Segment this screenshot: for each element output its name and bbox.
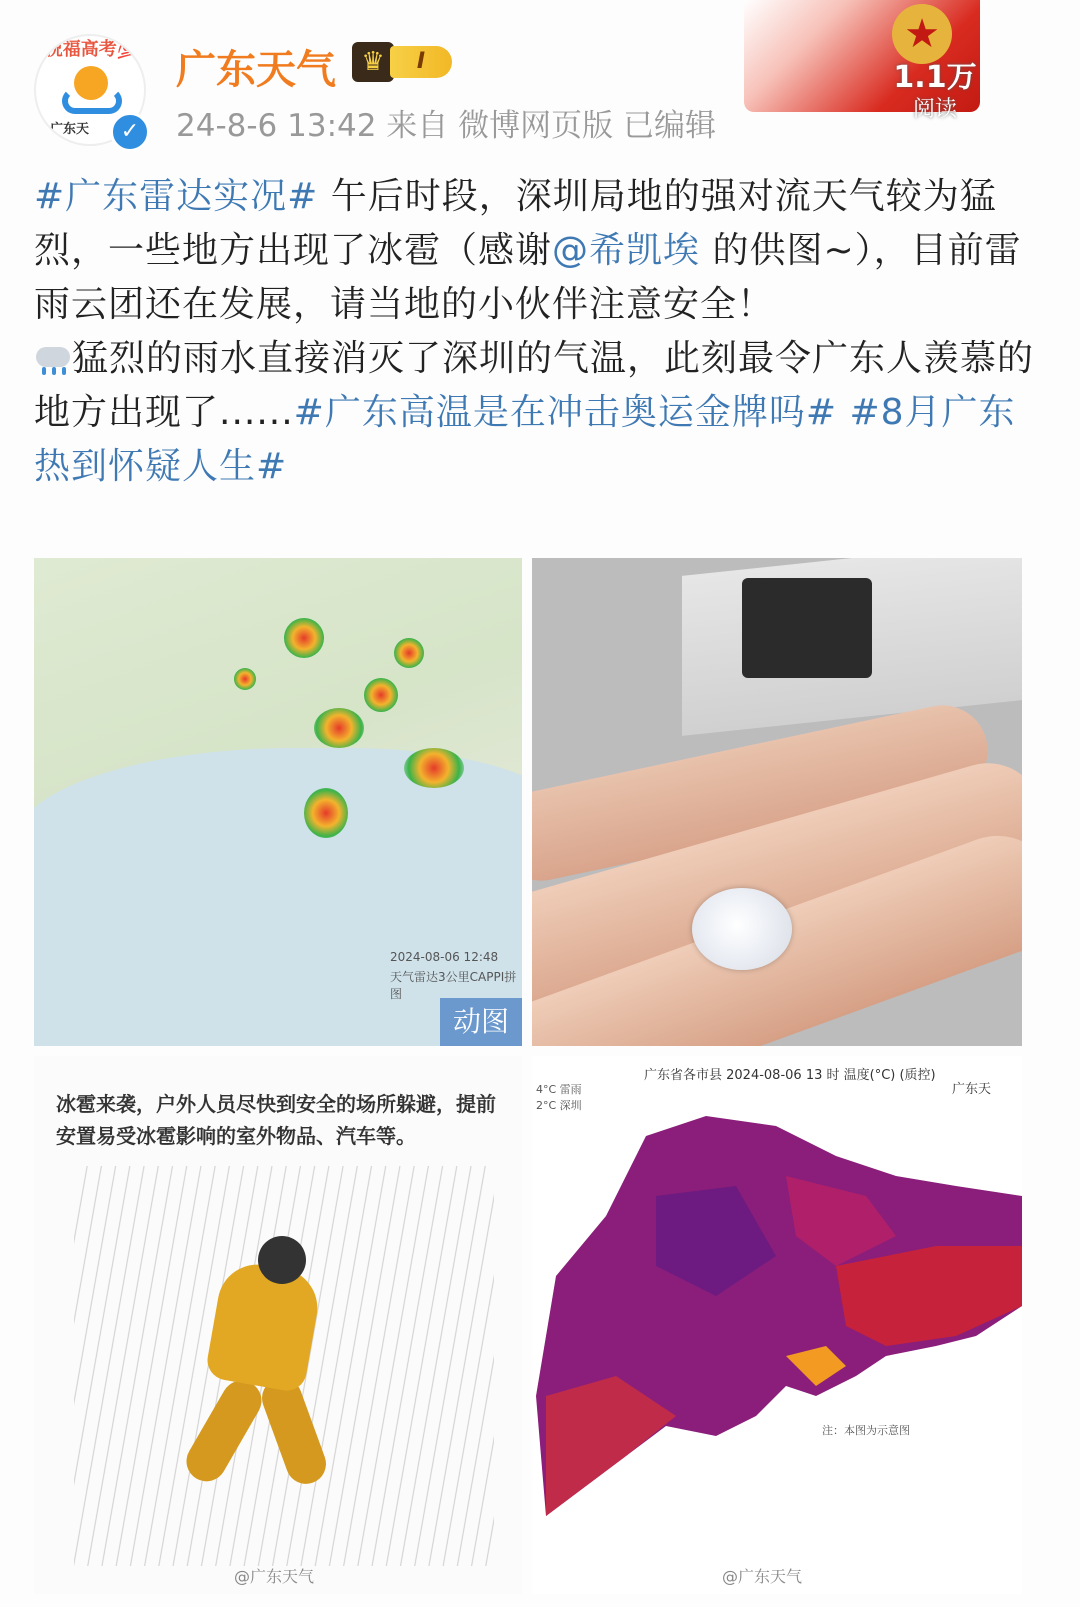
- running-person-illustration: [174, 1226, 354, 1486]
- hashtag-august[interactable]: #8月广东热到怀疑人生#: [34, 392, 1016, 487]
- hashtag-olympic[interactable]: #广东高温是在冲击奥运金牌吗#: [293, 392, 838, 433]
- radar-echo: [234, 668, 256, 690]
- post-text-1: 午后时段，深圳局地的强对流天气较为猛烈，一些地方出现了冰雹（感谢: [34, 176, 997, 271]
- temperature-map-image[interactable]: [532, 1056, 1022, 1594]
- temperature-map-shape: [536, 1096, 1022, 1536]
- map-legend-line: 2°C 深圳: [536, 1099, 582, 1112]
- hail-photo[interactable]: [532, 558, 1022, 1046]
- mention-link[interactable]: @希凯埃: [552, 230, 701, 271]
- wave-icon: [62, 88, 122, 114]
- radar-echo: [314, 708, 364, 748]
- post-paragraph-2: [34, 332, 1044, 494]
- radar-timestamp: 2024-08-06 12:48: [390, 950, 499, 964]
- post-body: [34, 170, 1044, 494]
- avatar-label: 广东天: [50, 122, 90, 137]
- radar-source: 天气雷达3公里CAPPI拼图: [390, 970, 517, 1001]
- radar-map-image[interactable]: [34, 558, 522, 1046]
- reads-count: 1.1万: [893, 60, 977, 95]
- radar-echo: [284, 618, 324, 658]
- warning-illustration[interactable]: [34, 1056, 522, 1594]
- warning-text: 冰雹来袭，户外人员尽快到安全的场所躲避，提前安置易受冰雹影响的室外物品、汽车等。: [56, 1092, 496, 1148]
- post-text-2: 的供图~），目前雷雨云团还在发展，请当地的小伙伴注意安全！: [34, 230, 1022, 325]
- hailstone: [692, 888, 792, 970]
- emblem-icon: ★: [892, 4, 952, 64]
- map-note: 注：本图为示意图: [822, 1424, 910, 1437]
- vip-badge[interactable]: [352, 42, 456, 82]
- post-meta: 24-8-6 13:42 来自 微博网页版 已编辑: [176, 108, 717, 144]
- radar-echo: [404, 748, 464, 788]
- radar-echo: [394, 638, 424, 668]
- radar-echo: [364, 678, 398, 712]
- map-legend-line: 4°C 雷雨: [536, 1083, 582, 1096]
- rain-cloud-icon: [34, 343, 72, 377]
- device-screen: [742, 578, 872, 678]
- reads-counter: [880, 52, 990, 123]
- radar-echo: [304, 788, 348, 838]
- reads-label: 阅读: [912, 97, 957, 122]
- map-logo: 广东天: [952, 1082, 992, 1097]
- post-header: [0, 0, 1080, 160]
- avatar-ribbon: 祝福高考💯: [44, 39, 140, 60]
- post-paragraph-1: [34, 170, 1044, 332]
- username[interactable]: 广东天气: [176, 47, 336, 93]
- map-watermark: @广东天气: [722, 1567, 803, 1586]
- crown-icon: ♛: [352, 42, 394, 82]
- gif-badge: 动图: [440, 998, 522, 1046]
- image-grid: [34, 558, 1022, 1594]
- verified-icon: ✓: [110, 112, 150, 152]
- post-text-3: 猛烈的雨水直接消灭了深圳的气温，此刻最令广东人羡慕的地方出现了......: [34, 338, 1035, 433]
- hashtag-radar[interactable]: #广东雷达实况#: [34, 176, 319, 217]
- map-title: 广东省各市县 2024-08-06 13 时 温度(°C) (质控): [644, 1068, 936, 1083]
- vip-level: I: [390, 46, 452, 78]
- illustration-watermark: @广东天气: [234, 1567, 315, 1586]
